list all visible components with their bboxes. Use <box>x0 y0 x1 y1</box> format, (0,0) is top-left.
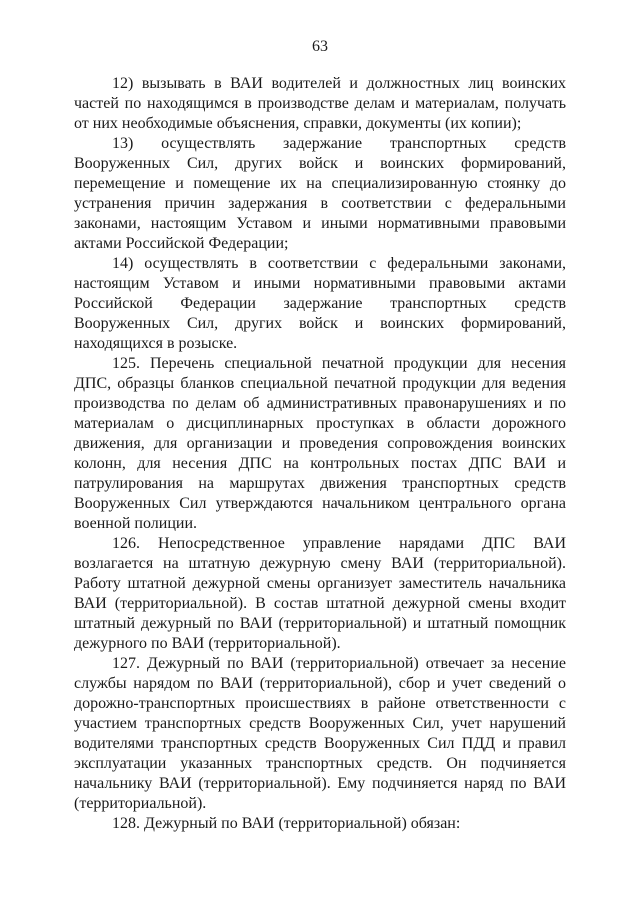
page-number: 63 <box>312 38 328 55</box>
paragraph-item-12: 12) вызывать в ВАИ водителей и должностных лиц воинских частей по находящимся в производстве делам и материалам, получать от них необходимые объяснения, справки, документы (их копии); <box>74 75 566 132</box>
paragraph-article-128: 128. Дежурный по ВАИ (территориальной) обязан: <box>112 815 461 832</box>
paragraph-article-127: 127. Дежурный по ВАИ (территориальной) отвечает за несение службы нарядом по ВАИ (территориальной), сбор и учет сведений о дорожно-транспортных происшествиях в районе ответственности с участием транспортных средств Вооруженных Сил, учет нарушений водителями транспортных средств Вооруженных Сил ПДД и правил эксплуатации указанных транспортных средств. Он подчиняется начальнику ВАИ (территориальной). Ему подчиняется наряд по ВАИ (территориальной). <box>74 655 566 812</box>
paragraph-article-125: 125. Перечень специальной печатной продукции для несения ДПС, образцы бланков специальной печатной продукции для ведения производства по делам об административных правонарушениях и по материалам о дисциплинарных проступках в области дорожного движения, для организации и проведения сопровождения воинских колонн, для несения ДПС на контрольных постах ДПС ВАИ и патрулирования на маршрутах движения транспортных средств Вооруженных Сил утверждаются начальником центрального органа военной полиции. <box>74 355 566 532</box>
paragraph-article-126: 126. Непосредственное управление нарядами ДПС ВАИ возлагается на штатную дежурную смену ВАИ (территориальной). Работу штатной дежурной смены организует заместитель начальника ВАИ (территориальной). В состав штатной дежурной смены входит штатный дежурный по ВАИ (территориальной) и штатный помощник дежурного по ВАИ (территориальной). <box>74 535 566 652</box>
paragraph-item-13: 13) осуществлять задержание транспортных средств Вооруженных Сил, других войск и воинских формирований, перемещение и помещение их на специализированную стоянку до устранения причин задержания в соответствии с федеральными законами, настоящим Уставом и иными нормативными правовыми актами Российской Федерации; <box>74 135 566 252</box>
document-body <box>74 74 566 834</box>
paragraph-item-14: 14) осуществлять в соответствии с федеральными законами, настоящим Уставом и иными нормативными правовыми актами Российской Федерации задержание транспортных средств Вооруженных Сил, других войск и воинских формирований, находящихся в розыске. <box>74 255 566 352</box>
